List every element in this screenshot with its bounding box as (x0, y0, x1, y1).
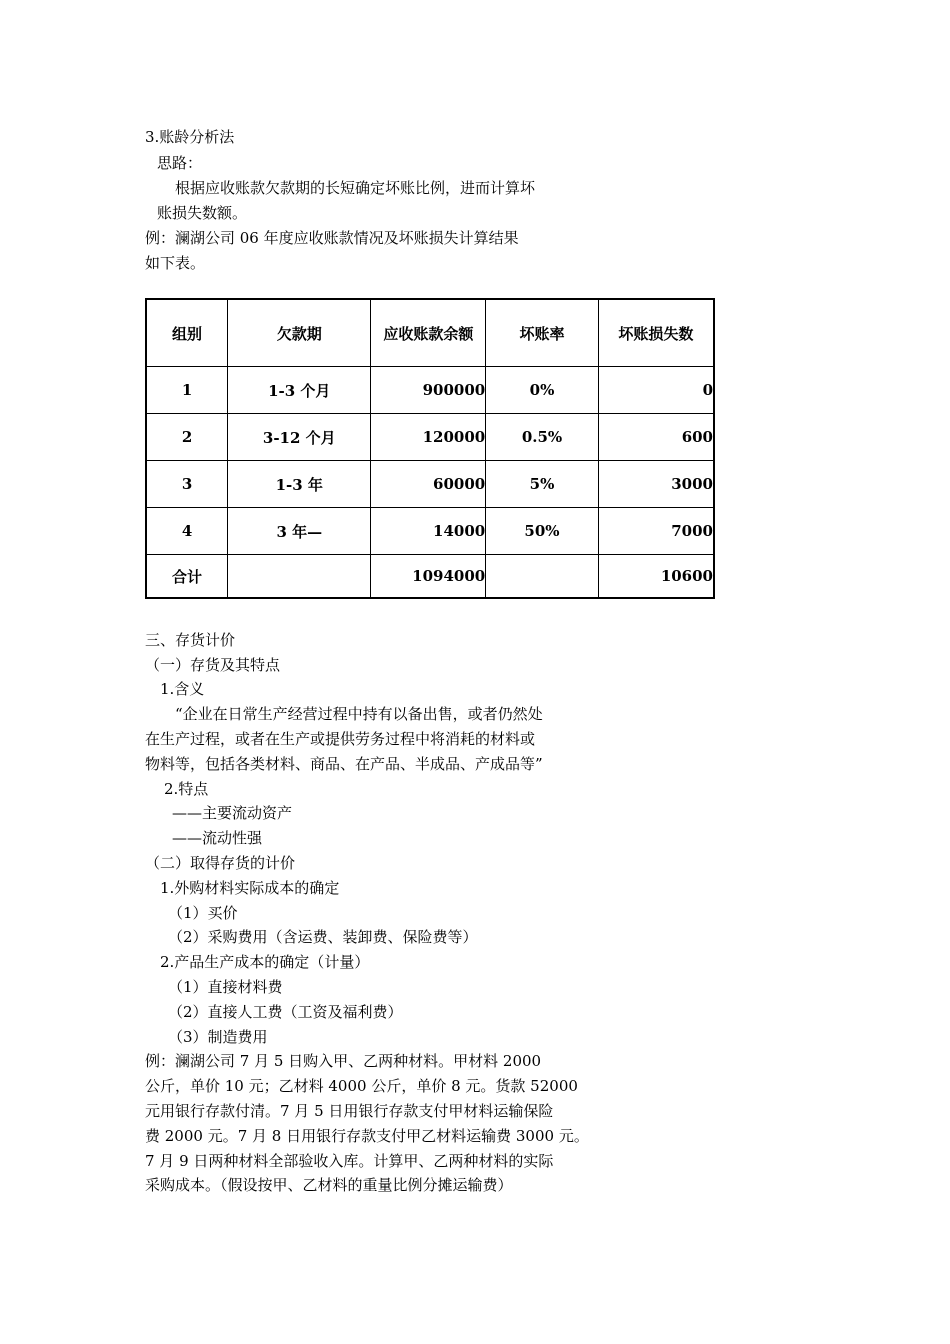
total-loss-cell: 10600 (598, 555, 714, 599)
table-header-row (146, 299, 714, 367)
item-label: 2.特点 (164, 780, 209, 798)
group-cell: 4 (146, 508, 228, 555)
loss-cell: 600 (598, 414, 714, 461)
balance-cell: 900000 (371, 367, 486, 414)
quote-text: 物料等，包括各类材料、商品、在产品、半成品、产成品等” (145, 755, 543, 773)
list-item: （2）采购费用（含运费、装卸费、保险费等） (168, 928, 478, 946)
section-title: 三、存货计价 (145, 631, 236, 649)
quote-text: “企业在日常生产经营过程中持有以备出售，或者仍然处 (175, 705, 543, 723)
column-header: 组别 (146, 299, 228, 367)
item-label: 1.外购材料实际成本的确定 (160, 879, 340, 897)
period-cell: 1-3 个月 (228, 367, 371, 414)
list-item: （1）直接材料费 (168, 978, 283, 996)
table-row (146, 508, 714, 555)
balance-cell: 60000 (371, 461, 486, 508)
example-text: 7 月 9 日两种材料全部验收入库。计算甲、乙两种材料的实际 (145, 1152, 554, 1170)
table-row (146, 461, 714, 508)
subsection-title: （二）取得存货的计价 (145, 854, 296, 872)
example-text: 采购成本。（假设按甲、乙材料的重量比例分摊运输费） (145, 1176, 513, 1194)
group-cell: 1 (146, 367, 228, 414)
item-label: 2.产品生产成本的确定（计量） (160, 953, 370, 971)
column-header: 应收账款余额 (371, 299, 486, 367)
example-text: 例：澜湖公司 06 年度应收账款情况及坏账损失计算结果 (145, 229, 519, 247)
feature-item: ——主要流动资产 (172, 804, 293, 822)
loss-cell: 0 (598, 367, 714, 414)
section-heading: 3.账龄分析法 (145, 128, 235, 146)
list-item: （2）直接人工费（工资及福利费） (168, 1003, 403, 1021)
balance-cell: 14000 (371, 508, 486, 555)
period-cell (228, 555, 371, 599)
column-header: 坏账损失数 (598, 299, 714, 367)
idea-text: 账损失数额。 (157, 204, 248, 222)
period-cell: 3 年— (228, 508, 371, 555)
idea-text: 根据应收账款欠款期的长短确定坏账比例，进而计算坏 (175, 179, 536, 197)
rate-cell: 50% (486, 508, 599, 555)
item-label: 1.含义 (160, 680, 205, 698)
table-row (146, 367, 714, 414)
example-text: 公斤，单价 10 元；乙材料 4000 公斤，单价 8 元。货款 52000 (145, 1077, 578, 1095)
rate-cell: 0% (486, 367, 599, 414)
table-row (146, 414, 714, 461)
period-cell: 1-3 年 (228, 461, 371, 508)
rate-cell: 0.5% (486, 414, 599, 461)
total-label-cell: 合计 (146, 555, 228, 599)
column-header: 坏账率 (486, 299, 599, 367)
quote-text: 在生产过程，或者在生产或提供劳务过程中将消耗的材料或 (145, 730, 536, 748)
rate-cell: 5% (486, 461, 599, 508)
aging-table (145, 298, 715, 599)
loss-cell: 3000 (598, 461, 714, 508)
table-total-row (146, 555, 714, 599)
group-cell: 2 (146, 414, 228, 461)
example-text: 例：澜湖公司 7 月 5 日购入甲、乙两种材料。甲材料 2000 (145, 1052, 542, 1070)
group-cell: 3 (146, 461, 228, 508)
feature-item: ——流动性强 (172, 829, 263, 847)
subsection-title: （一）存货及其特点 (145, 656, 281, 674)
total-balance-cell: 1094000 (371, 555, 486, 599)
column-header: 欠款期 (228, 299, 371, 367)
example-text: 费 2000 元。7 月 8 日用银行存款支付甲乙材料运输费 3000 元。 (145, 1127, 589, 1145)
example-text: 如下表。 (145, 254, 206, 272)
balance-cell: 120000 (371, 414, 486, 461)
list-item: （3）制造费用 (168, 1028, 268, 1046)
idea-label: 思路： (157, 154, 203, 172)
rate-cell (486, 555, 599, 599)
list-item: （1）买价 (168, 904, 238, 922)
period-cell: 3-12 个月 (228, 414, 371, 461)
loss-cell: 7000 (598, 508, 714, 555)
example-text: 元用银行存款付清。7 月 5 日用银行存款支付甲材料运输保险 (145, 1102, 554, 1120)
